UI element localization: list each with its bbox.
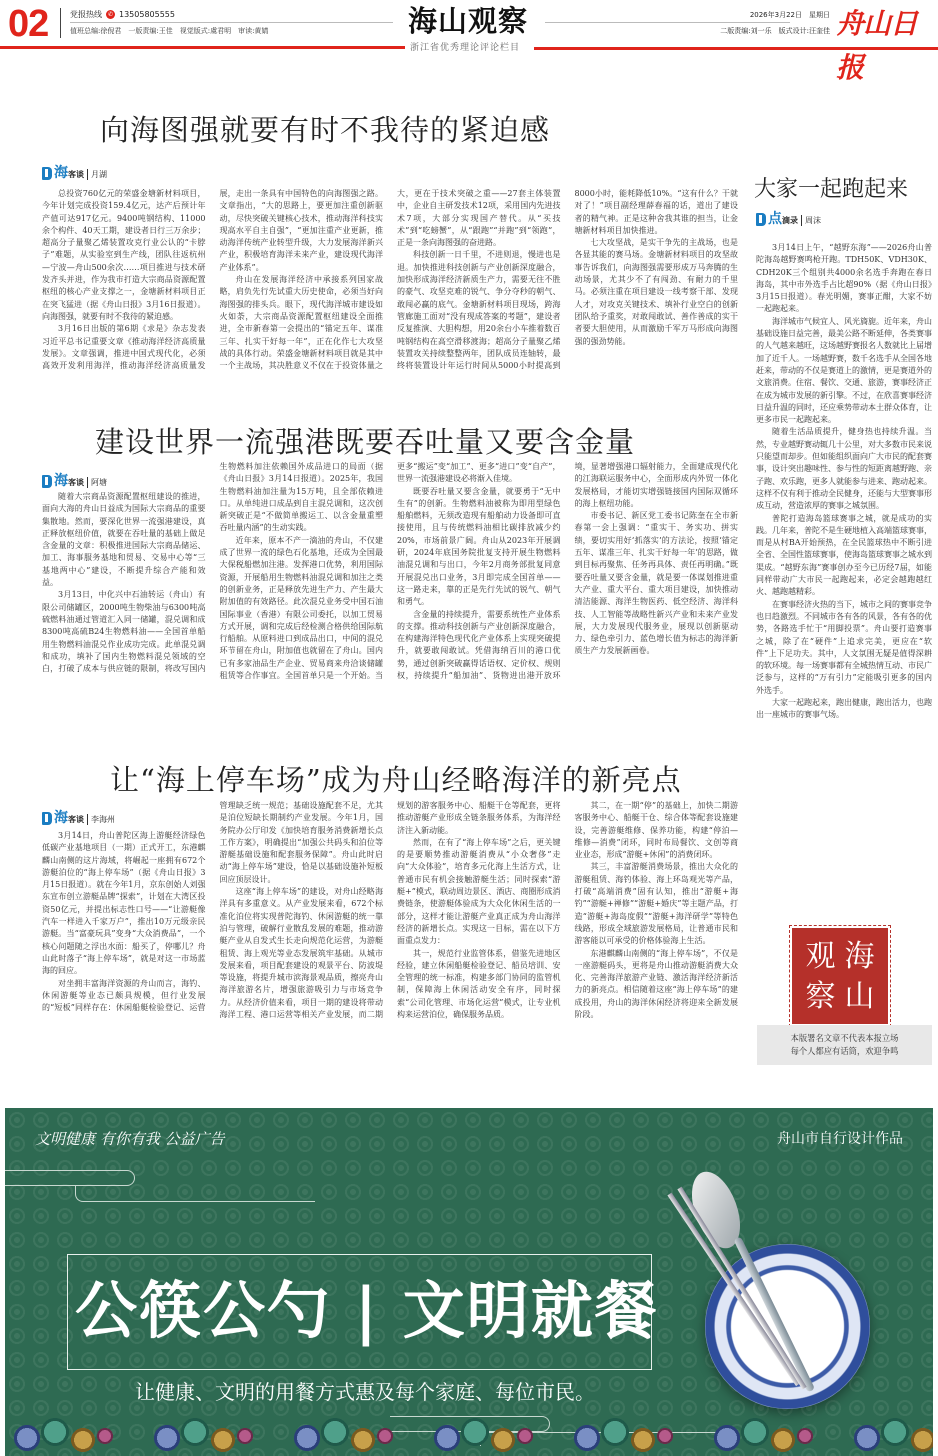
paragraph: 东港麒麟山南侧的“海上停车场”，不仅是一座游艇码头，更将是舟山推动游艇消费大众化、完善海洋旅游产业链、激活海洋经济新活力的新亮点。相信随着这座“海上停车场”的建成投用，舟山的海洋休闲经济将迎来全新发展阶段。 xyxy=(574,948,738,1020)
book-icon xyxy=(42,167,52,180)
article-2-body xyxy=(42,461,738,743)
column-subtitle: 浙江省优秀理论评论栏目 xyxy=(410,43,521,53)
paragraph: 随着生活品质提升，健身热也持续升温。当然，专业越野赛动辄几十公里，对大多数市民来说只能望而却步。但如能组织面向广大市民的配套赛事，设计突出趣味性、参与性的短距离越野跑、亲子跑、欢乐跑，更多人就能参与进来、跑动起来。这样不仅有利于推动全民健身，还能与大型赛事形成互动，营造浓厚的赛事之城氛围。 xyxy=(756,427,932,511)
byline-spacer xyxy=(42,461,206,491)
article-1-body xyxy=(42,188,738,374)
disclaimer-notice xyxy=(757,1025,932,1065)
byline-author: 李海州 xyxy=(91,815,115,824)
notice-line: 本版署名文章不代表本报立场 xyxy=(790,1033,899,1043)
byline-separator xyxy=(801,215,802,226)
hotline-number: 13505805555 xyxy=(119,10,175,19)
paragraph: 然而，在有了“海上停车场”之后，更关键的是要顺势推动游艇消费从“小众奢侈”走向“大众体验”，培育多元化海上生活方式，让普通市民有机会接触游艇生活；同时探索“游艇+”模式，联动周边景区、酒店、商圈形成消费链条，使游艇体验成为大众化休闲生活的一部分，这样才能让游艇产业真正成为舟山海洋经济的新增长点。实现这一目标，需在以下方面重点发力： xyxy=(397,837,561,946)
editors-right: 二版责编:刘一乐 版式设计:汪奎佳 xyxy=(720,27,830,35)
byline-author: 阿塘 xyxy=(91,478,107,487)
paragraph: 3月16日出版的第6期《求是》杂志发表习近平总书记重要文章《推动海洋经济高质量发展》。文章强调，推进中国式现代化，必须高效开发利用海洋，推动海洋经济高质量发展，走出一条具有中国特色的向海图强之路。文章指出，“大的思路上，要更加注重创新驱动，尽快突破关键核心技术，推动海洋科技实现高水平自主自强”，“更加注重产业更新，推动海洋传统产业转型升级，大力发展海洋新兴产业，积极培育海洋未来产业，建设现代海洋产业体系”。 xyxy=(42,189,383,371)
ad-slogan: 文明健康 有你有我 公益广告 xyxy=(35,1130,225,1148)
seal-char: 察 xyxy=(805,979,836,1014)
article-4-byline xyxy=(756,212,821,226)
byline-author: 周沫 xyxy=(805,216,821,225)
seal-char: 海 xyxy=(844,939,875,974)
page-number: 02 xyxy=(8,3,49,45)
paragraph: 随着大宗商品资源配置枢纽建设的推进，面向大海的舟山日益成为国际大宗商品的重要集散地。然而，要深化世界一流强港建设，真正释放枢纽价值，就要在吞吐量的基础上做足含金量的文章：积极推进国际大宗商品储运、加工、海事服务基地和贸易、交易中心等“三基地两中心”建设，不断提升综合产能和效益。 xyxy=(42,492,206,588)
byline-type: 客谈 xyxy=(68,170,84,179)
byline-icon-char: 点 xyxy=(768,211,782,227)
paragraph: 科技创新一日千里，不进则退，慢进也是退。加快推进科技创新与产业创新深度融合，加快形成海洋经济新质生产力，需要无往不胜的豪气、攻坚克难的锐气、争分夺秒的朝气、敢闯必赢的底气。金塘新材料项目现场，跨海管廊施工面对“没有现成答案的考题”，建设者反复推演、大胆构想，用20余台小车推着数百吨钢结构在高空滑移渡海；超高分子量聚乙烯装置攻关持续整整两年，团队成员连轴转，最终将装置设计年运行时间从5000小时提高到8000小时，能耗降低10%。“这有什么？干就对了！”项目副经理薛春福的话，道出了建设者的精气神。正是这种舍我其谁的担当，让金塘新材料项目加快推进。 xyxy=(397,189,738,371)
hotline xyxy=(70,9,175,20)
article-4-headline: 大家一起跑起来 xyxy=(754,177,909,202)
byline-author: 月湖 xyxy=(91,170,107,179)
byline-icon-char: 海 xyxy=(54,473,68,489)
article-1-byline xyxy=(42,166,107,180)
red-rule-left xyxy=(0,46,405,49)
column-seal xyxy=(792,928,888,1024)
decorative-line xyxy=(75,1186,315,1202)
article-3-body xyxy=(42,800,738,1090)
column-title: 海山观察 xyxy=(408,4,529,38)
paragraph: 对坐拥丰富海洋资源的舟山而言，海钓、休闲游艇等业态已颇具规模，但行业发展的“短板”同样存在：休闲船艇检验登记、运营管理缺乏统一规范；基础设施配套不足，尤其是泊位短缺长期制约产业发展。今年1月，国务院办公厅印发《加快培育服务消费新增长点工作方案》，明确提出“加强公共码头和泊位等游艇基础设施和配套服务保障”。舟山此时启动“海上停车场”建设，恰是以基础设施补短板回应顶层设计。 xyxy=(42,801,383,1013)
article-2-headline: 建设世界一流强港既要吞吐量又要含金量 xyxy=(95,425,636,459)
seal-char: 观 xyxy=(805,939,836,974)
paragraph: 3月13日，中化兴中石油转运（舟山）有限公司储罐区，2000吨生物柴油与6300吨高硫燃料油通过管道汇入同一储罐，混兑调和成8300吨高硫B24生物燃料油——全国首单船用生物燃料油混兑作业成功完成。此单混兑调和成功，填补了国内生物燃料混兑领域的空白，打破了成本与供应链的限制，将改写国内生物燃料加注依赖国外成品进口的局面（据《舟山日报》3月14日报道）。2025年，我国生物燃料油加注量为15万吨，且全部依赖进口。从单纯进口成品到自主混兑调和，这次创新突破正是“不做简单搬运工、以含金量重塑吞吐量内涵”的生动实践。 xyxy=(42,462,383,674)
editors-left: 值班总编:徐倪君 一版责编:王佳 视觉版式:虞君明 审读:黄婧 xyxy=(70,27,269,35)
seal-char: 山 xyxy=(844,979,875,1014)
paragraph: 海洋城市气候宜人、风光旖旎。近年来，舟山基础设施日益完善，最美公路不断延伸，各类赛事的人气越来越旺，这场越野赛报名人数就比上届增加了近千人。一场越野赛，数千名选手从全国各地赶来，带动的不仅是赛道上的激情，更是赛道外的文旅消费。住宿、餐饮、交通、旅游，赛事经济正在成为城市发展的新引擎。不过，在欣喜赛事经济日益升温的同时，还应乘势带动本土群众体育，让更多市民一起跑起来。 xyxy=(756,316,932,425)
byline-spacer xyxy=(42,800,206,830)
paragraph: 3月14日，舟山普陀区海上游艇经济绿色低碳产业基地项目（一期）正式开工，东港麒麟山南侧的这片海域，将崛起一座拥有672个游艇泊位的“海上停车场”（据《舟山日报》3月15日报道）。就在今年1月，京东创始人刘强东宣布创立游艇品牌“探索”，计划在大湾区投资50亿元，并提出标志性口号——“让游艇像汽车一样进入千家万户”，推出10万元级亲民游艇。当“富豪玩具”变身“大众消费品”，一个核心问题随之浮出水面：船买了，停哪儿？舟山此时落子“海上停车场”，就是对这一市场蓝海的回应。 xyxy=(42,831,206,976)
paragraph: 近年来，原本不产一滴油的舟山，不仅建成了世界一流的绿色石化基地，还成为全国最大保税船燃加注港。发挥港口优势，利用国际资源，开展船用生物燃料油混兑调和加注之类的创新业务，正是释放先进生产力、产生最大附加值的有效路径。此次混兑业务受中国石油国际事业（香港）有限公司委托，以加工贸易方式开展，调和完成后经检测合格供给国际航行船舶。从原料进口到成品出口，中间的混兑环节留在舟山，附加值也就留在了舟山。国内已有多家油品生产企业、贸易商来舟洽谈储罐租赁等合作事宜。全国首单只是一个开始。当更多“搬运”变“加工”、更多“进口”变“自产”，世界一流强港建设必将渐入佳境。 xyxy=(219,462,561,681)
issue-date: 2026年3月22日 星期日 xyxy=(749,11,830,19)
article-3-headline: 让“海上停车场”成为舟山经略海洋的新亮点 xyxy=(110,763,682,797)
byline-type: 滴录 xyxy=(782,216,798,225)
paragraph: 既要吞吐量又要含金量，就要勇于“无中生有”的创新。生物燃料油被称为即用型绿色船舶燃料，无须改造现有船舶动力设备即可直接使用，且与传统燃料油相比碳排放减少约20%，市场前景广阔。舟山从2023年开展调研，2024年底国务院批复支持开展生物燃料油混兑调和与出口，今年2月商务部批复同意开展混兑出口业务，3月即完成全国首单——这一路走来，靠的正是先行先试的锐气、朝气和勇气。 xyxy=(397,486,561,607)
paragraph: 舟山在发展海洋经济中承接系列国家战略，肩负先行先试重大历史使命，必须当好向海图强的排头兵。眼下，现代海洋城市建设如火如荼，大宗商品资源配置枢纽建设全面推进，全市新春第一会提出的“锚定五年、谋准三年、扎实干好每一年”，正在化作七大攻坚战的具体行动。荣盛金塘新材料项目就是其中一个主战场，其决胜意义不仅在于投资体量之大，更在于技术突破之重——27套主体装置中，企业自主研发技术12项，采用国内先进技术7项，大部分实现国产替代。从“买技术”到“吃螃蟹”，从“跟跑”“并跑”到“领跑”，正是一条向海图强的奋进路。 xyxy=(219,189,561,371)
paragraph: 其二，在一期“停”的基础上，加快二期游客服务中心、船艇干仓、综合体等配套设施建设，完善游艇维修、保养功能，构建“停泊—维修—消费”闭环，同时布局餐饮、文创等商业业态，形成“游艇+休闲”的消费闭环。 xyxy=(574,801,738,860)
masthead-rule-right xyxy=(545,22,790,23)
paragraph: 七大攻坚战，是实干争先的主战场，也是各显其能的赛马场。金塘新材料项目的攻坚故事告诉我们，向海图强需要形成万马奔腾的生动场景，尤其少不了有闯劲、有耐力的千里马。必须注重在项目建设一线考察干部、发现人才，对攻克关键技术、填补行业空白的创新团队给予重奖，对敢闯敢试、善作善成的实干者要大胆使用，从而激励千军万马形成向海图强的强劲势能。 xyxy=(574,238,738,346)
paragraph: 总投资760亿元的荣盛金塘新材料项目，今年计划完成投资159.4亿元，达产后预计年产值可达917亿元。9400吨钢结构、11000余个构件、40天工期，建设者日行三万余步；超高分子量聚乙烯装置攻克行业公认的“卡脖子”难题，从实验室到生产线，团队往返杭州—宁波—舟山500余次……项目推进与技术研发齐头并进，作为我市打造大宗商品资源配置枢纽的核心产业支撑之一，金塘新材料项目正在突飞猛进（据《舟山日报》3月16日报道）。向海图强，就要有时不我待的紧迫感。 xyxy=(42,189,206,321)
phone-icon: ✆ xyxy=(107,11,114,18)
paragraph: 3月14日上午，“越野东海”——2026舟山普陀海岛越野赛鸣枪开跑。TDH50K、VDH30K、CDH20K三个组别共4000余名选手奔跑在春日海岛，其中市外选手占比超90%（据《舟山日报》3月15日报道）。春光明媚，赛事正酣，大家不妨一起跑起来。 xyxy=(756,243,932,314)
paragraph: 大家一起跑起来，跑出健康，跑出活力，也跑出一座城市的赛事气场。 xyxy=(756,697,932,720)
cloud-pattern-border xyxy=(5,1408,933,1456)
ad-subtitle: 让健康、文明的用餐方式惠及每个家庭、每位市民。 xyxy=(135,1380,595,1404)
masthead-rule xyxy=(70,22,393,23)
public-service-ad xyxy=(5,1108,933,1456)
paragraph: 其一，规范行业监管体系，借鉴先进地区经验，建立休闲船艇检验登记、船员培训、安全管理的统一标准，构建多部门协同的监管机制，保障海上休闲活动安全有序，同时探索“公司化管理、市场化运营”模式，让专业机构来运营泊位，确保服务品质。 xyxy=(397,948,561,1020)
book-icon xyxy=(756,213,766,226)
hotline-label: 党报热线 xyxy=(70,10,102,19)
paragraph: 普陀打造海岛篮球赛事之城，就是成功的实践。几年来，普陀不是生硬地植入高端篮球赛事，而是从村BA开始预热，在全民篮球热中不断引进全省、全国性篮球赛事，使海岛篮球赛事之城水到渠成。“越野东海”赛事创办至今已历经7届，如能同样带动广大市民一起跑起来，必定会越跑越红火、越跑越精彩。 xyxy=(756,513,932,597)
newspaper-logo: 舟山日报 xyxy=(836,7,918,84)
article-1-headline: 向海图强就要有时不我待的紧迫感 xyxy=(100,113,551,147)
ad-title: 公筷公勺 | 文明就餐 xyxy=(75,1274,659,1347)
decorative-line xyxy=(5,1170,135,1186)
masthead-divider xyxy=(60,8,61,38)
paragraph: 在赛事经济火热的当下，城市之间的赛事竞争也日趋激烈。不同城市各有各的风景，各有各的优势，各路选手忙于“用脚投票”。舟山要打造赛事之城，除了在“硬件”上追求完美，更应在“软件”上下足功夫。其中，人文氛围无疑是值得深耕的软环境。每一场赛事都有全城热情互动、市民广泛参与，这样的“万有引力”定能吸引更多的国内外选手。 xyxy=(756,599,932,695)
article-4-body xyxy=(756,242,932,912)
paragraph: 这座“海上停车场”的建设，对舟山经略海洋具有多重意义。从产业发展来看，672个标准化泊位将实现普陀海钓、休闲游艇的统一靠泊与管理，破解行业散乱发展的难题，推动游艇产业从自发式生长走向规范化运营，为游艇租赁、海上观光等业态发展筑牢基础。从城市发展来看，项目配套建设的观景平台、防波堤等设施，将提升城市滨海景观品质，擦亮舟山海洋旅游名片，增强旅游吸引力与市场竞争力。从经济价值来看，项目一期的建设将带动海洋工程、港口运营等相关产业发展，而二期规划的游客服务中心、船艇干仓等配套，更将推动游艇产业形成全链条服务体系，为海洋经济注入新动能。 xyxy=(219,801,561,1020)
paragraph: 市委书记、新区党工委书记陈奎在全市新春第一会上强调：“重实干、务实功、拼实绩，要切实用好‘抓落实’的方法论，按照‘锚定五年、谋准三年、扎实干好每一年’的思路，做到目标再聚焦、任务再具体、责任再明确。”既要吞吐量又要含金量，就是要一体谋划推进重大产业、重大平台、重大项目建设，加快推动清洁能源、海洋生物医药、低空经济、海洋科技、人工智能等战略性新兴产业和未来产业发展，大力发展现代服务业，展现以创新驱动力、绿色牵引力、蓝色增长值为标志的海洋新质生产力发展新画卷。 xyxy=(574,511,738,656)
byline-icon-char: 海 xyxy=(54,165,68,181)
byline-type: 客谈 xyxy=(68,815,84,824)
paragraph: 其三，丰富游艇消费场景，推出大众化的游艇租赁、海钓体验、海上环岛观光等产品，打破“高端消费”固有认知，推出“游艇+海钓”“游艇+禅修”“游艇+婚庆”等主题产品，打造“游艇+海岛度假”“游艇+海洋研学”等特色线路，形成全域旅游发展格局，让普通市民和游客能以可承受的价格体验海上生活。 xyxy=(574,862,738,946)
byline-icon-char: 海 xyxy=(54,810,68,826)
paragraph: 含金量的持续提升，需要系统性产业体系的支撑。推动科技创新与产业创新深度融合，在构建海洋特色现代化产业体系上实现突破提升，就要敢闯敢试。凭借海纳百川的港口优势，通过创新突破赢得话语权、定价权、规则权，持续提升“船加油”、货物进出港开放环境，显著增强港口辐射能力，全面建成现代化的江海联运服务中心，全面形成内外贸一体化发展格局，才能切实增强链接国内国际双循环的海上枢纽功能。 xyxy=(397,462,738,681)
byline-separator xyxy=(87,169,88,180)
ad-credit: 舟山市自行设计作品 xyxy=(777,1131,903,1147)
byline-type: 客谈 xyxy=(68,478,84,487)
notice-line: 每个人都应有话筒，欢迎争鸣 xyxy=(790,1046,899,1056)
